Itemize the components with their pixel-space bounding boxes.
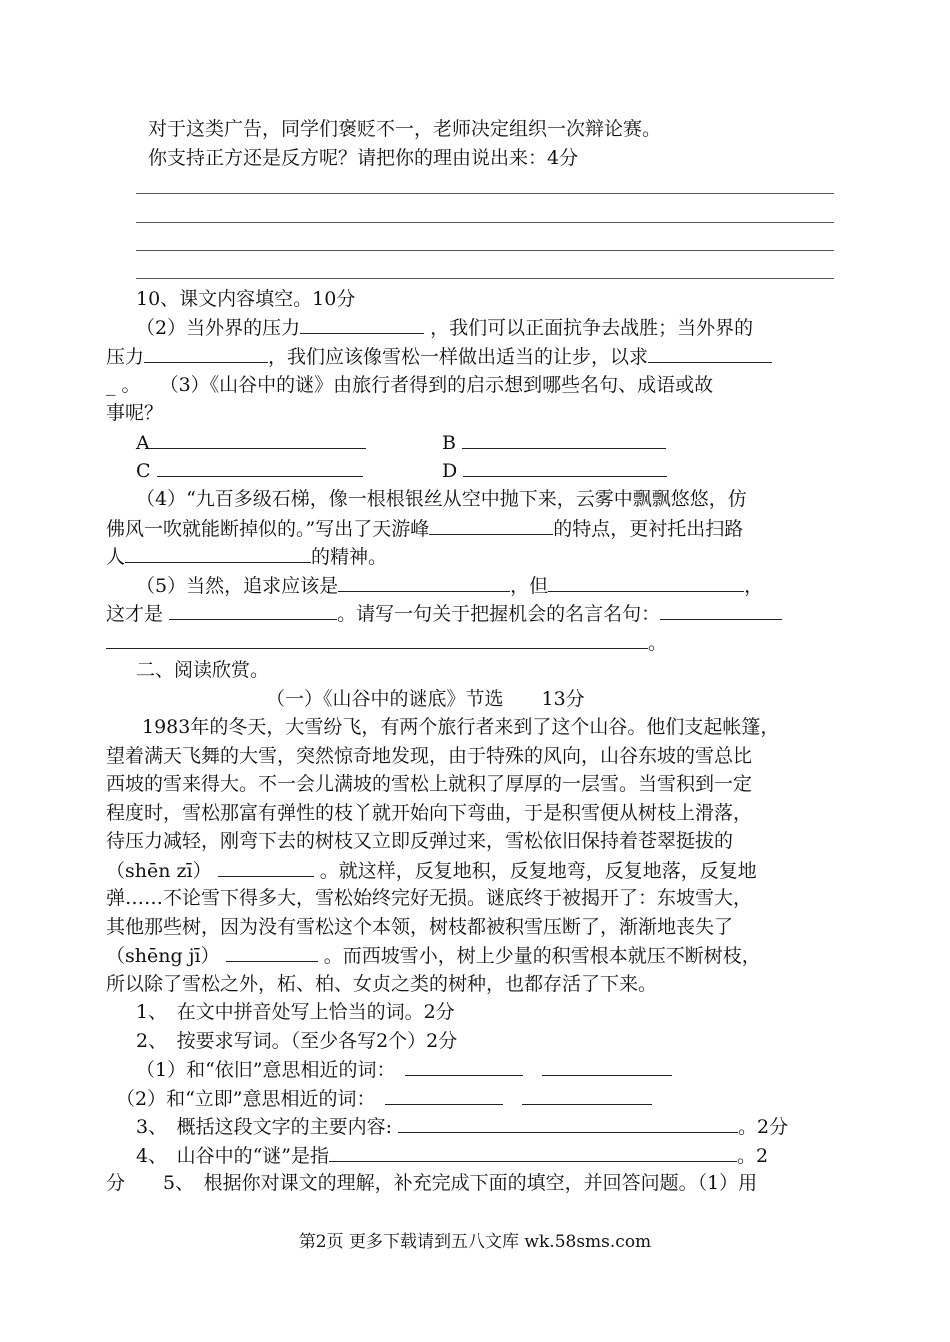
q10-p5-line2: 这才是 。请写一句关于把握机会的名言名句： bbox=[106, 601, 782, 626]
passage-line: 望着满天飞舞的大雪，突然惊奇地发现，由于特殊的风向，山谷东坡的雪总比 bbox=[106, 745, 753, 767]
passage-line: （shēng jī） 。而西坡雪小，树上少量的积雪根本就压不断树枝， bbox=[106, 945, 761, 967]
blank-field[interactable] bbox=[329, 1143, 737, 1162]
blank-field[interactable] bbox=[542, 1057, 672, 1076]
intro-line-2: 你支持正方还是反方呢？请把你的理由说出来：4分 bbox=[148, 147, 579, 169]
section-title: 二、阅读欣赏。 bbox=[136, 659, 270, 681]
q10-p2-line3: _ 。 （3）《山谷中的谜》由旅行者得到的启示想到哪些名句、成语或故 bbox=[106, 374, 714, 396]
question-4: 4、 山谷中的“谜”是指 。2 bbox=[136, 1145, 769, 1167]
blank-field[interactable] bbox=[522, 1086, 652, 1105]
option-d: D bbox=[442, 458, 667, 483]
passage-title: （一）《山谷中的谜底》节选 13分 bbox=[266, 688, 585, 710]
option-c: C bbox=[136, 458, 363, 483]
page-footer: 第2页 更多下载请到五八文库 wk.58sms.com bbox=[298, 1232, 652, 1252]
question-2-1: （1）和“依旧”意思相近的词： bbox=[136, 1057, 672, 1082]
q10-p2-line1: （2）当外界的压力 ，我们可以正面抗争去战胜；当外界的 bbox=[136, 317, 754, 339]
question-4-5-line: 分 5、 根据你对课文的理解，补充完成下面的填空，并回答问题。（1）用 bbox=[106, 1172, 758, 1194]
passage-line: （shēn zī） 。就这样，反复地积，反复地弯，反复地落，反复地 bbox=[106, 860, 757, 882]
blank-field[interactable] bbox=[429, 516, 553, 535]
q10-p4-line2: 佛风一吹就能断掉似的。”写出了天游峰 的特点，更衬托出扫路 bbox=[106, 518, 744, 540]
blank-field[interactable] bbox=[385, 1086, 503, 1105]
passage-line: 西坡的雪来得大。不一会儿满坡的雪松上就积了厚厚的一层雪。当雪积到一定 bbox=[106, 773, 753, 795]
question-1: 1、 在文中拼音处写上恰当的词。2分 bbox=[136, 1001, 455, 1023]
blank-field[interactable] bbox=[548, 573, 744, 592]
blank-field[interactable] bbox=[150, 430, 366, 449]
option-a: A bbox=[136, 430, 366, 455]
answer-line-4 bbox=[136, 278, 834, 279]
blank-field[interactable] bbox=[463, 458, 667, 477]
answer-line-2 bbox=[136, 222, 834, 223]
passage-line: 程度时，雪松那富有弹性的枝丫就开始向下弯曲，于是积雪便从树枝上滑落， bbox=[106, 802, 753, 824]
passage-line: 待压力减轻，刚弯下去的树枝又立即反弹过来，雪松依旧保持着苍翠挺拔的 bbox=[106, 830, 734, 852]
blank-field[interactable] bbox=[144, 344, 268, 363]
q10-p2-line2: 压力 ，我们应该像雪松一样做出适当的让步，以求 bbox=[106, 344, 772, 369]
q10-p5-line3: 。 bbox=[106, 630, 667, 655]
blank-field[interactable] bbox=[648, 344, 772, 363]
passage-line: 1983年的冬天，大雪纷飞，有两个旅行者来到了这个山谷。他们支起帐篷， bbox=[142, 716, 780, 738]
intro-line-1: 对于这类广告，同学们褒贬不一，老师决定组织一次辩论赛。 bbox=[148, 118, 662, 140]
question-2-2: （2）和“立即”意思相近的词： bbox=[116, 1086, 652, 1111]
blank-field[interactable] bbox=[398, 1114, 738, 1133]
blank-field[interactable] bbox=[660, 601, 782, 620]
option-b: B bbox=[442, 430, 666, 455]
answer-line-3 bbox=[136, 250, 834, 251]
passage-line: 其他那些树，因为没有雪松这个本领，树枝都被积雪压断了，渐渐地丧失了 bbox=[106, 916, 734, 938]
q10-p5-line1: （5）当然，追求应该是 ，但 ， bbox=[136, 575, 764, 597]
blank-field[interactable] bbox=[106, 630, 648, 649]
question-2: 2、 按要求写词。（至少各写2个）2分 bbox=[136, 1030, 458, 1052]
q10-p3-line2: 事呢？ bbox=[106, 402, 164, 424]
blank-field[interactable] bbox=[300, 315, 424, 334]
blank-field[interactable] bbox=[338, 573, 510, 592]
blank-field[interactable] bbox=[226, 943, 318, 962]
blank-field[interactable] bbox=[462, 430, 666, 449]
q10-p4-line1: （4）“九百多级石梯，像一根根银丝从空中抛下来，云雾中飘飘悠悠，仿 bbox=[136, 488, 747, 510]
q10-title: 10、课文内容填空。10分 bbox=[136, 288, 356, 310]
question-3: 3、 概括这段文字的主要内容: 。2分 bbox=[136, 1116, 789, 1138]
passage-line: 弹……不论雪下得多大，雪松始终完好无损。谜底终于被揭开了：东坡雪大， bbox=[106, 887, 753, 909]
answer-line-1 bbox=[136, 193, 834, 194]
passage-line: 所以除了雪松之外，柘、柏、女贞之类的树种，也都存活了下来。 bbox=[106, 973, 658, 995]
blank-field[interactable] bbox=[169, 601, 337, 620]
blank-field[interactable] bbox=[405, 1057, 523, 1076]
blank-field[interactable] bbox=[125, 544, 311, 563]
blank-field[interactable] bbox=[157, 458, 363, 477]
q10-p4-line3: 人 的精神。 bbox=[106, 546, 388, 568]
blank-field[interactable] bbox=[218, 858, 314, 877]
